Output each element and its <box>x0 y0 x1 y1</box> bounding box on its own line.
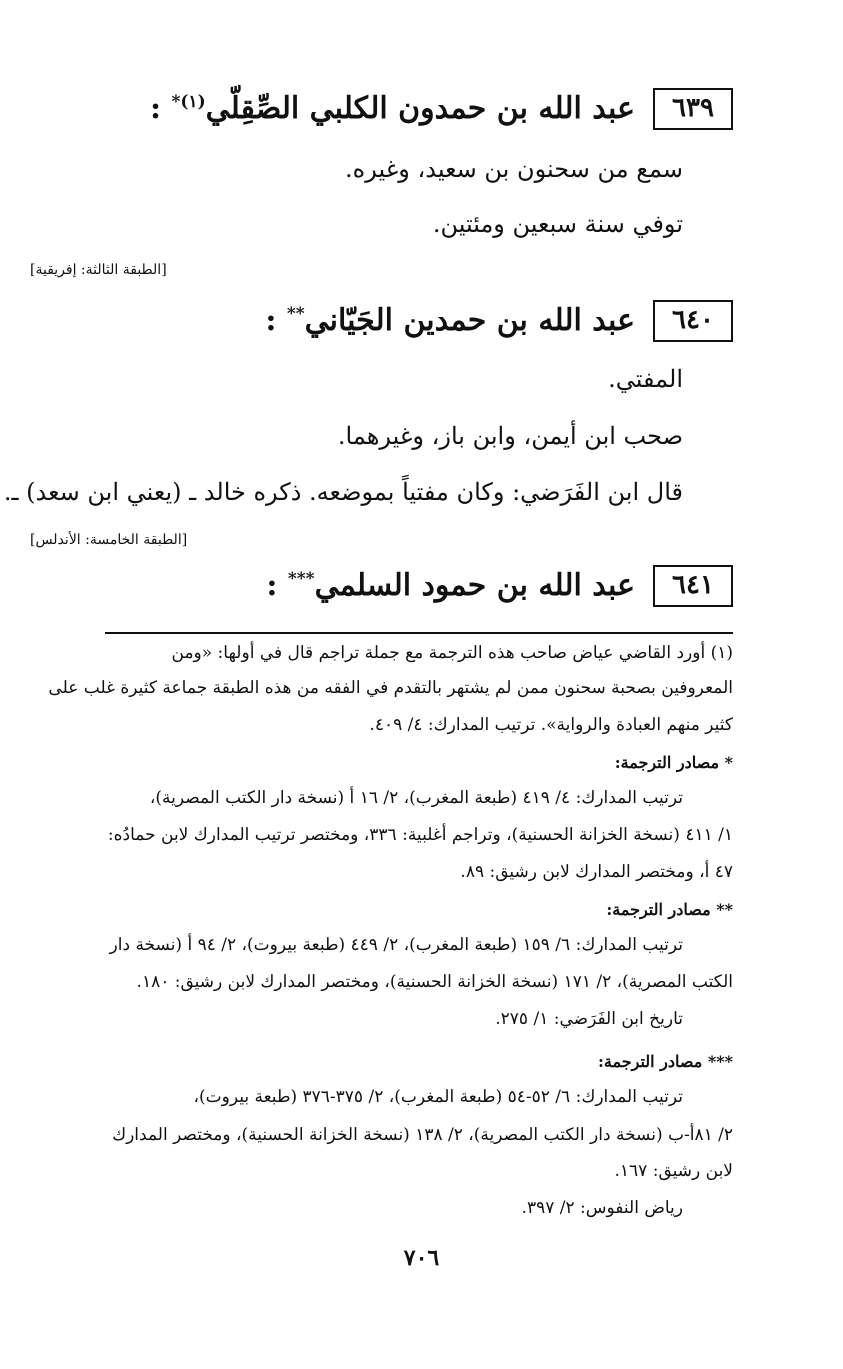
footnote-line: ترتيب المدارك: ٤/ ٤١٩ (طبعة المغرب)، ٢/ ١٦ أ (نسخة دار الكتب المصرية)، <box>149 788 683 808</box>
footnote-line: كثير منهم العبادة والرواية». ترتيب المدارك: ٤/ ٤٠٩. <box>369 715 733 735</box>
entry-heading <box>266 565 733 607</box>
footnote-line: الكتب المصرية)، ٢/ ١٧١ (نسخة الخزانة الحسنية)، ومختصر المدارك لابن رشيق: ١٨٠. <box>136 972 733 992</box>
entry-title-text: عبد الله بن حمدين الجَيّاني <box>304 303 635 339</box>
footnote-line: رياض النفوس: ٢/ ٣٩٧. <box>521 1198 683 1218</box>
entry-heading <box>265 300 733 342</box>
entry-line: المفتي. <box>608 365 683 393</box>
class-tag: [الطبقة الثالثة: إفريقية] <box>30 262 167 278</box>
sources-heading: ** مصادر الترجمة: <box>606 900 733 919</box>
entry-heading <box>150 88 733 130</box>
footnote-line: (١) أورد القاضي عياض صاحب هذه الترجمة مع جملة تراجم قال في أولها: «ومن <box>171 643 733 663</box>
footnote-mark: *** <box>287 569 315 590</box>
entry-line: توفي سنة سبعين ومئتين. <box>432 210 683 238</box>
title-colon: : <box>265 303 277 339</box>
footnote-separator <box>105 632 733 634</box>
footnote-line: ٢/ ٨١أ-ب (نسخة دار الكتب المصرية)، ٢/ ١٣٨ (نسخة الخزانة الحسنية)، ومختصر المدارك <box>112 1125 733 1145</box>
footnote-line: ترتيب المدارك: ٦/ ١٥٩ (طبعة المغرب)، ٢/ ٤٤٩ (طبعة بيروت)، ٢/ ٩٤ أ (نسخة دار <box>109 935 683 955</box>
class-tag: [الطبقة الخامسة: الأندلس] <box>30 532 188 548</box>
entry-title <box>266 568 635 603</box>
page-number: ٧٠٦ <box>403 1245 440 1271</box>
footnote-line: تاريخ ابن الفَرَضي: ١/ ٢٧٥. <box>495 1009 683 1029</box>
sources-heading: * مصادر الترجمة: <box>614 753 733 772</box>
sources-heading: *** مصادر الترجمة: <box>597 1052 733 1071</box>
entry-line: سمع من سحنون بن سعيد، وغيره. <box>345 155 683 183</box>
title-colon: : <box>149 91 162 127</box>
footnote-line: لابن رشيق: ١٦٧. <box>614 1161 733 1181</box>
footnote-line: ترتيب المدارك: ٦/ ٥٢-٥٤ (طبعة المغرب)، ٢/ ٣٧٥-٣٧٦ (طبعة بيروت)، <box>193 1087 683 1107</box>
footnote-line: ٤٧ أ، ومختصر المدارك لابن رشيق: ٨٩. <box>460 862 733 882</box>
entry-title <box>265 303 635 338</box>
entry-line: صحب ابن أيمن، وابن باز، وغيرهما. <box>337 422 683 450</box>
title-colon: : <box>266 568 278 604</box>
entry-title-text: عبد الله بن حمود السلمي <box>314 568 635 604</box>
footnote-line: المعروفين بصحبة سحنون ممن لم يشتهر بالتقدم في الفقه من هذه الطبقة جماعة كثيرة غلب على <box>48 678 733 698</box>
footnote-mark: ** <box>286 304 305 325</box>
entry-title-text: عبد الله بن حمدون الكلبي الصِّقِلّي <box>205 91 635 127</box>
entry-line: قال ابن الفَرَضي: وكان مفتياً بموضعه. ذكره خالد ـ (يعني ابن سعد) ـ. <box>3 478 683 506</box>
entry-number: ٦٣٩ <box>653 88 733 130</box>
footnote-mark: (١)* <box>171 92 206 113</box>
entry-title <box>150 91 635 126</box>
entry-number: ٦٤٠ <box>653 300 733 342</box>
entry-number: ٦٤١ <box>653 565 733 607</box>
footnote-line: ١/ ٤١١ (نسخة الخزانة الحسنية)، وتراجم أغلبية: ٣٣٦، ومختصر ترتيب المدارك لابن حمادُه: <box>107 825 733 845</box>
